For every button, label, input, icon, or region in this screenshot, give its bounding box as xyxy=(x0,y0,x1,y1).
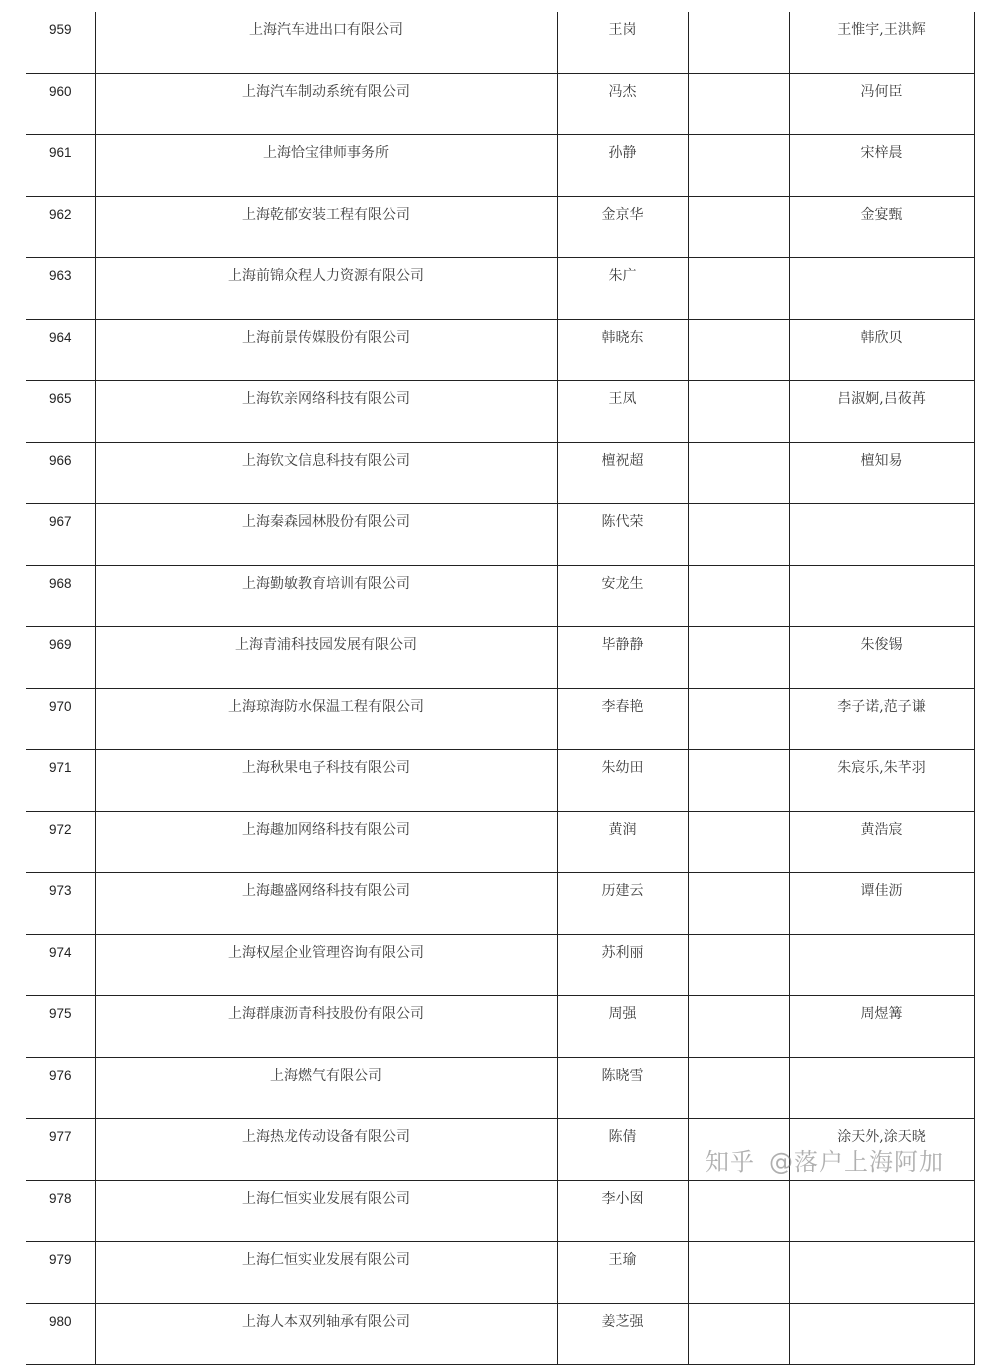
person-cell xyxy=(557,627,688,689)
person-name: 檀祝超 xyxy=(601,452,644,469)
person-name: 周强 xyxy=(608,1006,637,1022)
person-cell xyxy=(557,12,688,73)
row-number: 965 xyxy=(48,391,72,406)
table-row xyxy=(26,565,974,627)
row-number-cell xyxy=(26,442,95,504)
row-number-cell xyxy=(26,1242,95,1304)
company-name: 上海勤敏教育培训有限公司 xyxy=(242,575,410,592)
row-number: 972 xyxy=(48,821,72,837)
table-row xyxy=(26,627,974,689)
row-number: 971 xyxy=(48,760,72,775)
person-name: 李春艳 xyxy=(601,698,644,715)
company-name: 上海群康沥青科技股份有限公司 xyxy=(228,1006,424,1022)
company-name: 上海人本双列轴承有限公司 xyxy=(242,1313,410,1330)
related-cell xyxy=(789,442,974,504)
person-name: 韩晓东 xyxy=(601,329,644,346)
row-number-cell xyxy=(26,811,95,873)
blank-cell xyxy=(688,565,789,627)
row-number: 970 xyxy=(48,698,72,714)
row-number: 976 xyxy=(48,1067,72,1083)
company-name: 上海乾郁安装工程有限公司 xyxy=(242,206,410,223)
row-number: 968 xyxy=(48,575,72,591)
table-row xyxy=(26,688,974,750)
company-name: 上海琼海防水保温工程有限公司 xyxy=(228,698,424,715)
row-number-cell xyxy=(26,750,95,812)
company-name: 上海燃气有限公司 xyxy=(270,1067,382,1084)
row-number-cell xyxy=(26,135,95,197)
row-number-cell xyxy=(26,258,95,320)
row-number: 975 xyxy=(48,1006,72,1021)
person-name: 黄润 xyxy=(608,821,637,838)
row-number-cell xyxy=(26,73,95,135)
row-number-cell xyxy=(26,319,95,381)
person-cell xyxy=(557,1119,688,1181)
row-number: 963 xyxy=(48,268,72,283)
row-number-cell xyxy=(26,1119,95,1181)
row-number: 960 xyxy=(48,83,72,99)
related-cell xyxy=(789,1180,974,1242)
row-number-cell xyxy=(26,1180,95,1242)
blank-cell xyxy=(688,1057,789,1119)
related-cell xyxy=(789,1303,974,1365)
company-name: 上海钦文信息科技有限公司 xyxy=(242,452,410,469)
company-name: 上海恰宝律师事务所 xyxy=(263,145,389,161)
company-name: 上海仁恒实业发展有限公司 xyxy=(242,1252,410,1268)
blank-cell xyxy=(688,627,789,689)
company-name: 上海前景传媒股份有限公司 xyxy=(242,329,410,346)
company-name: 上海热龙传动设备有限公司 xyxy=(242,1129,410,1145)
company-name: 上海青浦科技园发展有限公司 xyxy=(235,637,417,653)
company-cell xyxy=(95,627,557,689)
company-cell xyxy=(95,258,557,320)
table-row xyxy=(26,873,974,935)
person-name: 苏利丽 xyxy=(601,944,644,961)
related-names: 金宴甄 xyxy=(860,206,903,223)
blank-cell xyxy=(688,73,789,135)
person-cell xyxy=(557,1242,688,1304)
company-cell xyxy=(95,1242,557,1304)
row-number-cell xyxy=(26,873,95,935)
company-cell xyxy=(95,135,557,197)
table-row xyxy=(26,381,974,443)
table-row xyxy=(26,934,974,996)
related-cell xyxy=(789,319,974,381)
company-cell xyxy=(95,442,557,504)
table-row xyxy=(26,442,974,504)
person-name: 姜芝强 xyxy=(601,1313,644,1330)
row-number: 969 xyxy=(48,637,72,652)
blank-cell xyxy=(688,12,789,73)
company-name: 上海趣加网络科技有限公司 xyxy=(242,821,410,838)
row-number: 977 xyxy=(48,1129,72,1144)
row-number: 967 xyxy=(48,514,72,529)
person-cell xyxy=(557,381,688,443)
company-cell xyxy=(95,1057,557,1119)
related-names: 黄浩宸 xyxy=(860,821,903,838)
company-name: 上海前锦众程人力资源有限公司 xyxy=(228,268,424,284)
table-row xyxy=(26,811,974,873)
person-cell xyxy=(557,135,688,197)
related-cell xyxy=(789,12,974,73)
row-number-cell xyxy=(26,934,95,996)
table-row xyxy=(26,1242,974,1304)
table-row xyxy=(26,996,974,1058)
person-name: 冯杰 xyxy=(608,83,637,100)
blank-cell xyxy=(688,504,789,566)
row-number: 979 xyxy=(48,1252,72,1267)
table-row xyxy=(26,73,974,135)
row-number-cell xyxy=(26,381,95,443)
company-name: 上海权屋企业管理咨询有限公司 xyxy=(228,944,424,961)
person-cell xyxy=(557,196,688,258)
related-cell xyxy=(789,565,974,627)
row-number-cell xyxy=(26,1057,95,1119)
blank-cell xyxy=(688,442,789,504)
person-cell xyxy=(557,873,688,935)
person-cell xyxy=(557,934,688,996)
row-number: 961 xyxy=(48,145,72,160)
person-name: 朱幼田 xyxy=(601,760,644,776)
person-name: 毕静静 xyxy=(601,637,644,653)
table-row xyxy=(26,258,974,320)
company-name: 上海汽车制动系统有限公司 xyxy=(242,83,410,100)
blank-cell xyxy=(688,135,789,197)
related-cell xyxy=(789,996,974,1058)
company-cell xyxy=(95,750,557,812)
related-cell xyxy=(789,135,974,197)
person-cell xyxy=(557,565,688,627)
related-names: 吕淑婀,吕莜苒 xyxy=(837,391,926,407)
company-cell xyxy=(95,688,557,750)
related-names: 谭佳沥 xyxy=(860,883,903,899)
company-name: 上海汽车进出口有限公司 xyxy=(249,22,403,38)
watermark-site: 知乎 xyxy=(705,1148,755,1176)
row-number-cell xyxy=(26,627,95,689)
person-name: 安龙生 xyxy=(601,575,644,592)
related-cell xyxy=(789,750,974,812)
blank-cell xyxy=(688,934,789,996)
person-name: 王瑜 xyxy=(608,1252,637,1268)
company-cell xyxy=(95,1303,557,1365)
blank-cell xyxy=(688,1180,789,1242)
related-cell xyxy=(789,688,974,750)
related-names: 朱宸乐,朱芊羽 xyxy=(837,760,926,776)
person-name: 金京华 xyxy=(601,206,644,223)
person-name: 陈代荣 xyxy=(601,514,644,530)
company-cell xyxy=(95,873,557,935)
related-names: 冯何臣 xyxy=(860,83,903,100)
blank-cell xyxy=(688,873,789,935)
company-cell xyxy=(95,196,557,258)
related-names: 韩欣贝 xyxy=(860,329,903,346)
person-cell xyxy=(557,996,688,1058)
blank-cell xyxy=(688,258,789,320)
table-row xyxy=(26,1057,974,1119)
table-row xyxy=(26,196,974,258)
company-cell xyxy=(95,12,557,73)
company-cell xyxy=(95,319,557,381)
row-number: 974 xyxy=(48,944,72,960)
row-number-cell xyxy=(26,565,95,627)
row-number: 962 xyxy=(48,206,72,222)
related-cell xyxy=(789,873,974,935)
person-cell xyxy=(557,1303,688,1365)
person-cell xyxy=(557,258,688,320)
company-name: 上海钦亲网络科技有限公司 xyxy=(242,391,410,407)
person-name: 历建云 xyxy=(601,883,644,899)
blank-cell xyxy=(688,996,789,1058)
person-name: 孙静 xyxy=(608,145,637,161)
related-names: 周煜篝 xyxy=(860,1006,903,1022)
person-name: 陈晓雪 xyxy=(601,1067,644,1084)
person-cell xyxy=(557,73,688,135)
blank-cell xyxy=(688,1303,789,1365)
person-name: 陈倩 xyxy=(608,1129,637,1145)
row-number: 978 xyxy=(48,1190,72,1206)
watermark-author: @落户上海阿加 xyxy=(769,1148,944,1176)
company-cell xyxy=(95,73,557,135)
company-cell xyxy=(95,1180,557,1242)
table-row xyxy=(26,504,974,566)
table-row xyxy=(26,750,974,812)
person-cell xyxy=(557,504,688,566)
related-cell xyxy=(789,381,974,443)
blank-cell xyxy=(688,688,789,750)
related-cell xyxy=(789,1057,974,1119)
related-cell xyxy=(789,1242,974,1304)
company-name: 上海趣盛网络科技有限公司 xyxy=(242,883,410,899)
person-cell xyxy=(557,688,688,750)
table-row xyxy=(26,1303,974,1365)
row-number-cell xyxy=(26,996,95,1058)
company-cell xyxy=(95,1119,557,1181)
related-cell xyxy=(789,811,974,873)
related-cell xyxy=(789,934,974,996)
company-name: 上海仁恒实业发展有限公司 xyxy=(242,1190,410,1207)
person-cell xyxy=(557,1180,688,1242)
person-name: 王凤 xyxy=(608,391,637,407)
row-number-cell xyxy=(26,12,95,73)
blank-cell xyxy=(688,811,789,873)
person-cell xyxy=(557,750,688,812)
person-cell xyxy=(557,811,688,873)
related-names: 王惟宇,王洪辉 xyxy=(837,22,926,38)
person-cell xyxy=(557,1057,688,1119)
person-name: 王岗 xyxy=(608,22,637,38)
row-number: 973 xyxy=(48,883,72,898)
row-number-cell xyxy=(26,196,95,258)
company-name: 上海秦森园林股份有限公司 xyxy=(242,514,410,530)
blank-cell xyxy=(688,381,789,443)
row-number-cell xyxy=(26,688,95,750)
related-names: 宋梓晨 xyxy=(860,145,903,161)
related-cell xyxy=(789,196,974,258)
table-row xyxy=(26,12,974,73)
person-name: 李小囡 xyxy=(601,1190,644,1207)
row-number-cell xyxy=(26,504,95,566)
company-name: 上海秋果电子科技有限公司 xyxy=(242,760,410,776)
person-cell xyxy=(557,442,688,504)
related-names: 涂天外,涂天晓 xyxy=(837,1129,926,1145)
row-number-cell xyxy=(26,1303,95,1365)
table-row xyxy=(26,319,974,381)
row-number: 980 xyxy=(48,1313,72,1329)
blank-cell xyxy=(688,1242,789,1304)
company-cell xyxy=(95,996,557,1058)
person-cell xyxy=(557,319,688,381)
related-names: 李子诺,范子谦 xyxy=(837,698,926,715)
company-cell xyxy=(95,381,557,443)
company-cell xyxy=(95,504,557,566)
blank-cell xyxy=(688,196,789,258)
related-names: 朱俊锡 xyxy=(860,637,903,653)
blank-cell xyxy=(688,750,789,812)
watermark xyxy=(705,1142,944,1177)
blank-cell xyxy=(688,319,789,381)
company-cell xyxy=(95,565,557,627)
table-row xyxy=(26,1180,974,1242)
related-names: 檀知易 xyxy=(860,452,903,469)
related-cell xyxy=(789,258,974,320)
related-cell xyxy=(789,627,974,689)
row-number: 964 xyxy=(48,329,72,345)
row-number: 959 xyxy=(48,22,72,37)
row-number: 966 xyxy=(48,452,72,468)
related-cell xyxy=(789,504,974,566)
company-cell xyxy=(95,811,557,873)
company-cell xyxy=(95,934,557,996)
related-cell xyxy=(789,73,974,135)
table-row xyxy=(26,135,974,197)
person-name: 朱广 xyxy=(608,268,637,284)
